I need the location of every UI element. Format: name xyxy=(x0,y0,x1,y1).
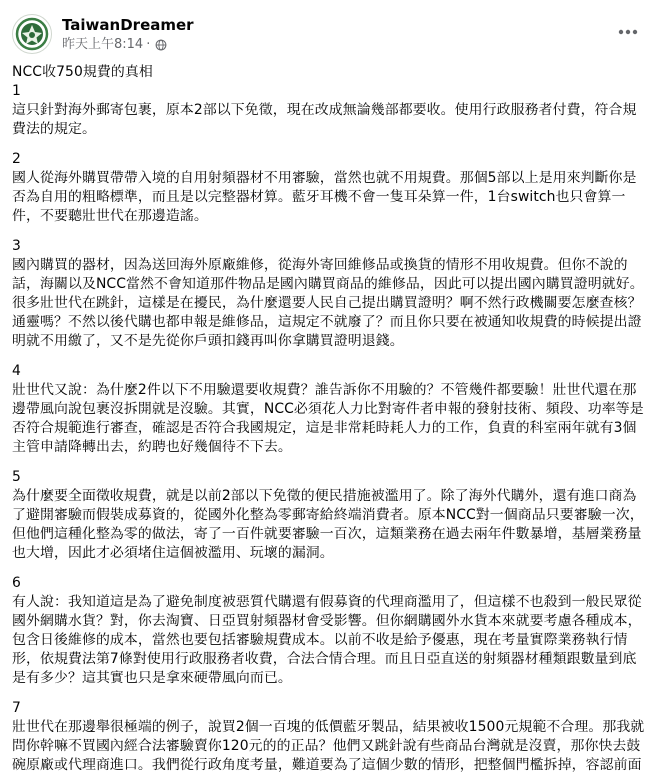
post-section xyxy=(12,468,652,563)
globe-icon xyxy=(155,39,167,51)
post-section xyxy=(12,82,652,139)
post-meta xyxy=(62,37,167,53)
author-name[interactable]: TaiwanDreamer xyxy=(62,16,194,34)
section-number: 7 xyxy=(12,700,21,716)
section-line: 但他們這種化整為零的做法，寄了一百件就要審驗一百次，這類業務在過去兩年件數暴增，基層業務量 xyxy=(12,526,642,542)
section-number: 4 xyxy=(12,363,21,379)
section-line: 壯世代在那邊舉很極端的例子，說買2個一百塊的低價藍牙製品，結果被收1500元規範不合理。那我就 xyxy=(12,719,645,735)
section-line: 明就不用繳了，又不是先從你戶頭扣錢再叫你拿購買證明退錢。 xyxy=(12,333,404,349)
section-line: 包含日後維修的成本，當然也要包括審驗規費成本。以前不收是給予優惠，現在考量實際業務執行情 xyxy=(12,632,628,648)
section-line: 形，依規費法第7條對使用行政服務者收費，合法合情合理。而且日亞直送的射頻器材種類跟數量到底 xyxy=(12,651,637,667)
section-line: 費法的規定。 xyxy=(12,121,96,137)
post-content xyxy=(12,63,652,775)
section-line: 有人說：我知道這是為了避免制度被惡質代購還有假募資的代理商濫用了，但這樣不也殺到一般民眾從 xyxy=(12,594,642,610)
section-line: 國人從海外購買帶帶入境的自用射頻器材不用審驗，當然也就不用規費。那個5部以上是用來判斷你是 xyxy=(12,170,637,186)
section-line: 了避開審驗而假裝成募資的，從國外化整為零郵寄給終端消費者。原本NCC對一個商品只要審驗一次， xyxy=(12,507,644,523)
emblem-avatar-icon xyxy=(13,15,51,53)
post-section xyxy=(12,574,652,688)
section-line: 件，不要聽壯世代在那邊造謠。 xyxy=(12,208,208,224)
section-line: 為什麼要全面徵收規費，就是以前2部以下免徵的便民措施被濫用了。除了海外代購外，還有進口商為 xyxy=(12,488,637,504)
section-line: 這只針對海外郵寄包裹，原本2部以下免徵，現在改成無論幾部都要收。使用行政服務者付費，符合規 xyxy=(12,102,637,118)
more-options-button[interactable] xyxy=(614,18,642,46)
section-line: 否符合規範進行審查，確認是否符合我國規定，這是非常耗時耗人力的工作，負責的科室兩年就有3個 xyxy=(12,420,637,436)
author-avatar[interactable] xyxy=(12,14,52,54)
post-section xyxy=(12,699,652,775)
section-line: 通靈嗎？不然以後代購也都申報是維修品，這規定不就廢了？而且你只要在被通知收規費的時候提出證 xyxy=(12,314,642,330)
section-line: 壯世代又說：為什麼2件以下不用驗還要收規費？誰告訴你不用驗的？不管幾件都要驗！壯世代還在那 xyxy=(12,382,637,398)
section-line: 也大增，因此才必須堵住這個被濫用、玩壞的漏洞。 xyxy=(12,545,334,561)
section-line: 是有多少？這其實也只是拿來硬帶風向而已。 xyxy=(12,670,292,686)
section-line: 邊帶風向說包裹沒拆開就是沒驗。其實，NCC必須花人力比對寄件者申報的發射技術、頻段、功率等是 xyxy=(12,401,644,417)
section-number: 6 xyxy=(12,575,21,591)
post-section xyxy=(12,150,652,226)
section-line: 話，海關以及NCC當然不會知道那件物品是國內購買商品的維修品，因此可以提出國內購買證明就好。 xyxy=(12,276,644,292)
section-line: 主管申請降轉出去，約聘也好幾個待不下去。 xyxy=(12,439,292,455)
section-line: 否為自用的粗略標準，而且是以完整器材算。藍牙耳機不會一隻耳朵算一件，1台switch也只會算一 xyxy=(12,189,626,205)
post-section xyxy=(12,237,652,351)
section-line: 很多壯世代在跳針，這樣是在擾民，為什麼還要人民自己提出購買證明？啊不然行政機關要怎麼查核？ xyxy=(12,295,642,311)
meta-separator: · xyxy=(146,37,151,52)
section-line: 國外網購水貨？對，你去淘寶、日亞買射頻器材會受影響。但你網購國外水貨本來就要考慮各種成本， xyxy=(12,613,642,629)
section-gap xyxy=(12,563,652,574)
section-number: 1 xyxy=(12,83,21,99)
section-gap xyxy=(12,351,652,362)
more-options-icon xyxy=(618,29,638,35)
section-gap xyxy=(12,457,652,468)
section-number: 3 xyxy=(12,238,21,254)
post-timestamp[interactable]: 昨天上午8:14 xyxy=(62,37,144,52)
section-gap xyxy=(12,139,652,150)
section-number: 5 xyxy=(12,469,21,485)
section-gap xyxy=(12,226,652,237)
post-header xyxy=(12,12,652,56)
section-line: 問你幹嘛不買國內經合法審驗賣你120元的的正品？他們又跳針說有些商品台灣就是沒賣，那你快去鼓 xyxy=(12,738,641,754)
section-gap xyxy=(12,688,652,699)
section-line: 碗原廠或代理商進口。我們從行政角度考量，難道要為了這個少數的情形，把整個門檻拆掉，容認前面 xyxy=(12,757,642,773)
section-line: 國內購買的器材，因為送回海外原廠維修，從海外寄回維修品或換貨的情形不用收規費。但你不說的 xyxy=(12,257,628,273)
post-section xyxy=(12,362,652,457)
post-sections xyxy=(12,82,652,775)
section-number: 2 xyxy=(12,151,21,167)
post-title: NCC收750規費的真相 xyxy=(12,64,153,80)
